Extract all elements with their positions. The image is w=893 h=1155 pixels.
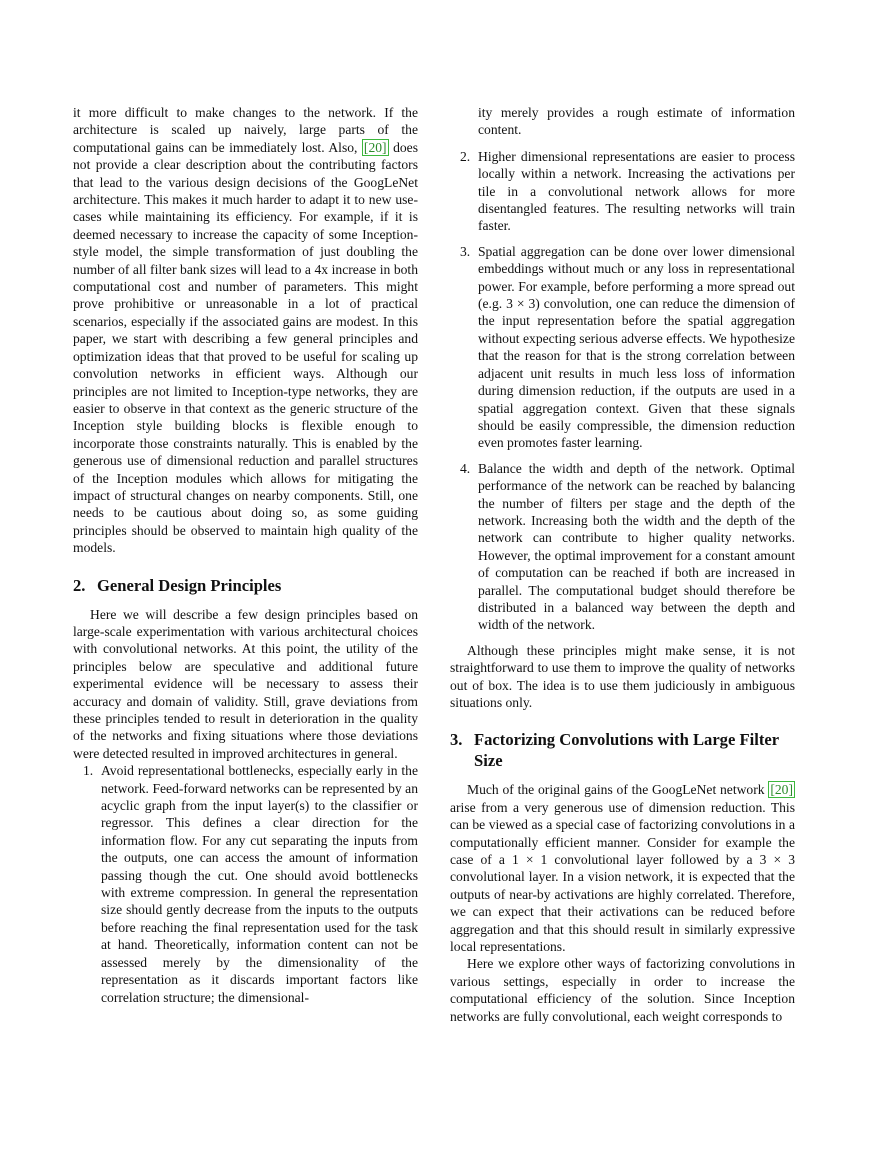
closing-paragraph: Although these principles might make sense, it is not straightforward to use them to improve the quality of networks out of box. The idea is to use them judiciously in ambiguous situations only. xyxy=(450,642,795,710)
list-item-text: Avoid representational bottlenecks, especially early in the network. Feed-forward networks can be represented by an acyclic graph from the input layer(s) to the classifier or regressor. This defines a clear direction for the information flow. For any cut separating the inputs from the outputs, one can access the amount of information passing though the cut. One should avoid bottlenecks with extreme compression. In general the representation size should gently decrease from the inputs to the outputs before reaching the final representation used for the task at hand. Theoretically, information content can not be assessed merely by the dimensionality of the representation as it discards important factors like correlation structure; the dimensional- xyxy=(101,763,418,1005)
list-item-continuation: ity merely provides a rough estimate of information content. xyxy=(478,105,795,138)
section-title: Factorizing Convolutions with Large Filter Size xyxy=(474,730,779,771)
list-item-text: Higher dimensional representations are easier to process locally within a network. Increasing the activations per tile in a convolutional network allows for more disentangled features. The resulting networks will train faster. xyxy=(478,148,795,234)
math-expression: 3 × 3 xyxy=(506,296,536,312)
list-item xyxy=(450,460,795,634)
principles-list-continued xyxy=(450,148,795,634)
section3-paragraph-1: Much of the original gains of the GoogLeNet network [20] arise from a very generous use of dimension reduction. This can be viewed as a special case of factorizing convolutions in a computationally efficient manner. Consider for example the case of a 1 × 1 convolutional layer followed by a 3 × 3 convolutional layer. In a vision network, it is expected that the outputs of near-by activations are highly correlated. Therefore, we can expect that their activations can be reduced before aggregation and that this should result in similarly expressive local representations. xyxy=(450,782,795,955)
list-item-text: Spatial aggregation can be done over lower dimensional embeddings without much or any loss in representational power. For example, before performing a more spread out (e.g. 3 × 3) convolution, one can reduce the dimension of the input representation before the spatial aggregation without expecting serious adverse effects. We hypothesize that the reason for that is the strong correlation between adjacent unit results in much less loss of information during dimension reduction, if the outputs are used in a spatial aggregation context. Given that these signals should be easily compressible, the dimension reduction even promotes faster learning. xyxy=(478,243,795,451)
left-column xyxy=(73,104,418,1014)
section2-paragraph: Here we will describe a few design principles based on large-scale experimentation with various architectural choices with convolutional networks. At this point, the utility of the principles below are speculative and additional future experimental evidence will be necessary to assess their accuracy and domain of validity. Still, grave deviations from these principles tended to result in deterioration in the quality of the networks and fixing situations where those deviations were detected resulted in improved architectures in general. xyxy=(73,606,418,761)
right-column xyxy=(450,104,795,1025)
section-title: General Design Principles xyxy=(97,575,282,595)
principles-list xyxy=(73,762,418,1006)
intro-paragraph: it more difficult to make changes to the network. If the architecture is scaled up naively, large parts of the computational gains can be immediately lost. Also, [20] does not provide a clear description about the contributing factors that lead to the various design decisions of the GoogLeNet architecture. This makes it much harder to adapt it to new use-cases while maintaining its efficiency. For example, if it is deemed necessary to increase the capacity of some Inception-style model, the simple transformation of just doubling the number of all filter bank sizes will lead to a 4x increase in both computational cost and number of parameters. This might prove prohibitive or unreasonable in a lot of practical scenarios, especially if the associated gains are modest. In this paper, we start with describing a few general principles and optimization ideas that that proved to be useful for scaling up convolution networks in efficient ways. Although our principles are not limited to Inception-type networks, they are easier to observe in that context as the generic structure of the Inception style building blocks is flexible enough to incorporate those constraints naturally. This is enabled by the generous use of dimensional reduction and parallel structures of the Inception modules which allows for mitigating the impact of structural changes on nearby components. Still, one needs to be cautious about doing so, as some guiding principles should be observed to maintain high quality of the models. xyxy=(73,105,418,556)
citation-link[interactable]: [20] xyxy=(770,782,793,798)
section-heading-2 xyxy=(73,575,418,596)
section-heading-3 xyxy=(450,729,795,771)
list-item xyxy=(450,148,795,235)
section3-paragraph-2: Here we explore other ways of factorizing convolutions in various settings, especially in order to increase the computational efficiency of the solution. Since Inception networks are fully convolutional, each weight corresponds to xyxy=(450,956,795,1024)
list-item xyxy=(73,762,418,1006)
math-expression: 3 × 3 xyxy=(759,852,795,868)
section-number: 3. xyxy=(450,730,463,750)
section-number: 2. xyxy=(73,575,86,595)
citation-link[interactable]: [20] xyxy=(363,139,387,155)
list-item xyxy=(450,243,795,452)
list-item-number: 2. xyxy=(460,148,471,164)
list-item-number: 4. xyxy=(460,460,471,476)
math-expression: 1 × 1 xyxy=(511,852,548,868)
list-item-number: 1. xyxy=(83,763,94,779)
list-item-number: 3. xyxy=(460,243,471,259)
list-item-text: Balance the width and depth of the network. Optimal performance of the network can be reached by balancing the number of filters per stage and the depth of the network. Increasing both the width and the depth of the network can contribute to higher quality networks. However, the optimal improvement for a constant amount of computation can be reached if both are increased in parallel. The computational budget should therefore be distributed in a balanced way between the depth and width of the network. xyxy=(478,460,795,633)
